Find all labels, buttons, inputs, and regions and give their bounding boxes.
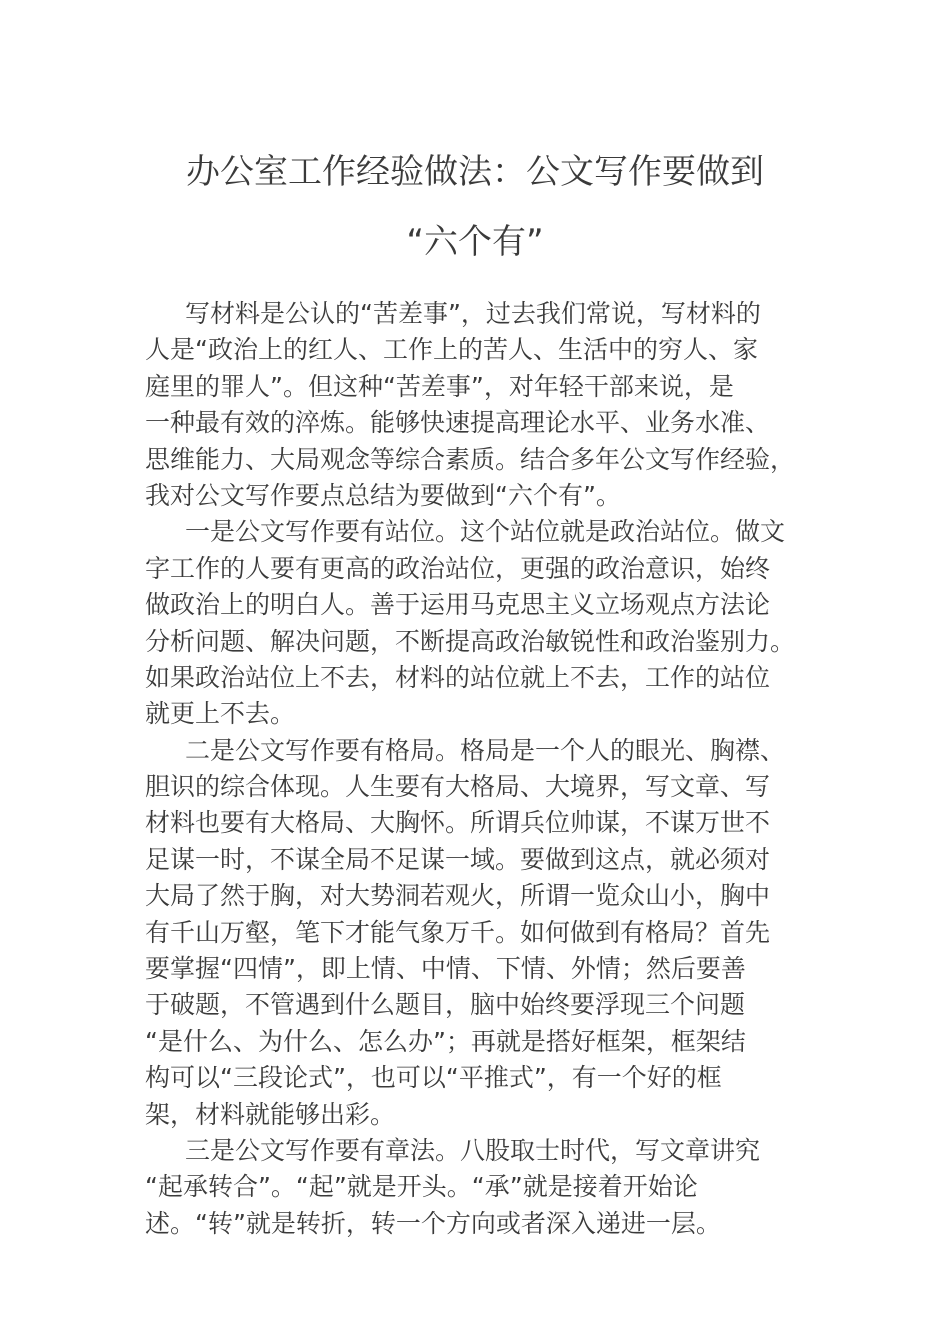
paragraph-line: “是什么、为什么、怎么办”；再就是搭好框架，框架结 bbox=[145, 1026, 746, 1056]
document-title-line-2: “六个有” bbox=[406, 222, 544, 262]
paragraph-line: 一种最有效的淬炼。能够快速提高理论水平、业务水准、 bbox=[145, 408, 771, 438]
paragraph-line: 我对公文写作要点总结为要做到“六个有”。 bbox=[145, 480, 621, 510]
paragraph-4 bbox=[145, 1133, 805, 1242]
paragraph-line: 分析问题、解决问题，不断提高政治敏锐性和政治鉴别力。 bbox=[145, 626, 796, 656]
paragraph-2 bbox=[145, 514, 805, 732]
paragraph-line: 胆识的综合体现。人生要有大格局、大境界，写文章、写 bbox=[145, 772, 771, 802]
paragraph-line: 写材料是公认的“苦差事”，过去我们常说，写材料的 bbox=[185, 299, 761, 328]
paragraph-line: 述。“转”就是转折，转一个方向或者深入递进一层。 bbox=[145, 1208, 721, 1238]
paragraph-line: 如果政治站位上不去，材料的站位就上不去，工作的站位 bbox=[145, 662, 771, 692]
paragraph-3 bbox=[145, 733, 805, 1133]
paragraph-line: 三是公文写作要有章法。八股取士时代，写文章讲究 bbox=[185, 1135, 761, 1165]
paragraph-line: 材料也要有大格局、大胸怀。所谓兵位帅谋，不谋万世不 bbox=[145, 808, 771, 838]
document-title-line-1: 办公室工作经验做法：公文写作要做到 bbox=[186, 152, 764, 192]
paragraph-line: 有千山万壑，笔下才能气象万千。如何做到有格局？首先 bbox=[145, 917, 771, 947]
paragraph-line: 于破题，不管遇到什么题目，脑中始终要浮现三个问题 bbox=[145, 990, 746, 1020]
paragraph-line: 做政治上的明白人。善于运用马克思主义立场观点方法论 bbox=[145, 590, 771, 620]
paragraph-line: 一是公文写作要有站位。这个站位就是政治站位。做文 bbox=[185, 517, 786, 547]
paragraph-line: 架，材料就能够出彩。 bbox=[145, 1099, 396, 1129]
paragraph-line: 要掌握“四情”，即上情、中情、下情、外情；然后要善 bbox=[145, 954, 746, 984]
paragraph-line: “起承转合”。“起”就是开头。“承”就是接着开始论 bbox=[145, 1172, 698, 1202]
paragraph-line: 二是公文写作要有格局。格局是一个人的眼光、胸襟、 bbox=[185, 735, 786, 765]
paragraph-line: 人是“政治上的红人、工作上的苦人、生活中的穷人、家 bbox=[145, 335, 758, 365]
paragraph-line: 就更上不去。 bbox=[145, 699, 296, 729]
paragraph-line: 字工作的人要有更高的政治站位，更强的政治意识，始终 bbox=[145, 553, 771, 583]
paragraph-line: 构可以“三段论式”，也可以“平推式”，有一个好的框 bbox=[145, 1063, 722, 1093]
document-body bbox=[145, 296, 805, 1242]
paragraph-line: 大局了然于胸，对大势洞若观火，所谓一览众山小，胸中 bbox=[145, 881, 771, 911]
paragraph-line: 思维能力、大局观念等综合素质。结合多年公文写作经验， bbox=[145, 444, 796, 474]
paragraph-1 bbox=[145, 296, 805, 514]
paragraph-line: 庭里的罪人”。但这种“苦差事”，对年轻干部来说，是 bbox=[145, 371, 734, 401]
paragraph-line: 足谋一时，不谋全局不足谋一域。要做到这点，就必须对 bbox=[145, 844, 771, 874]
